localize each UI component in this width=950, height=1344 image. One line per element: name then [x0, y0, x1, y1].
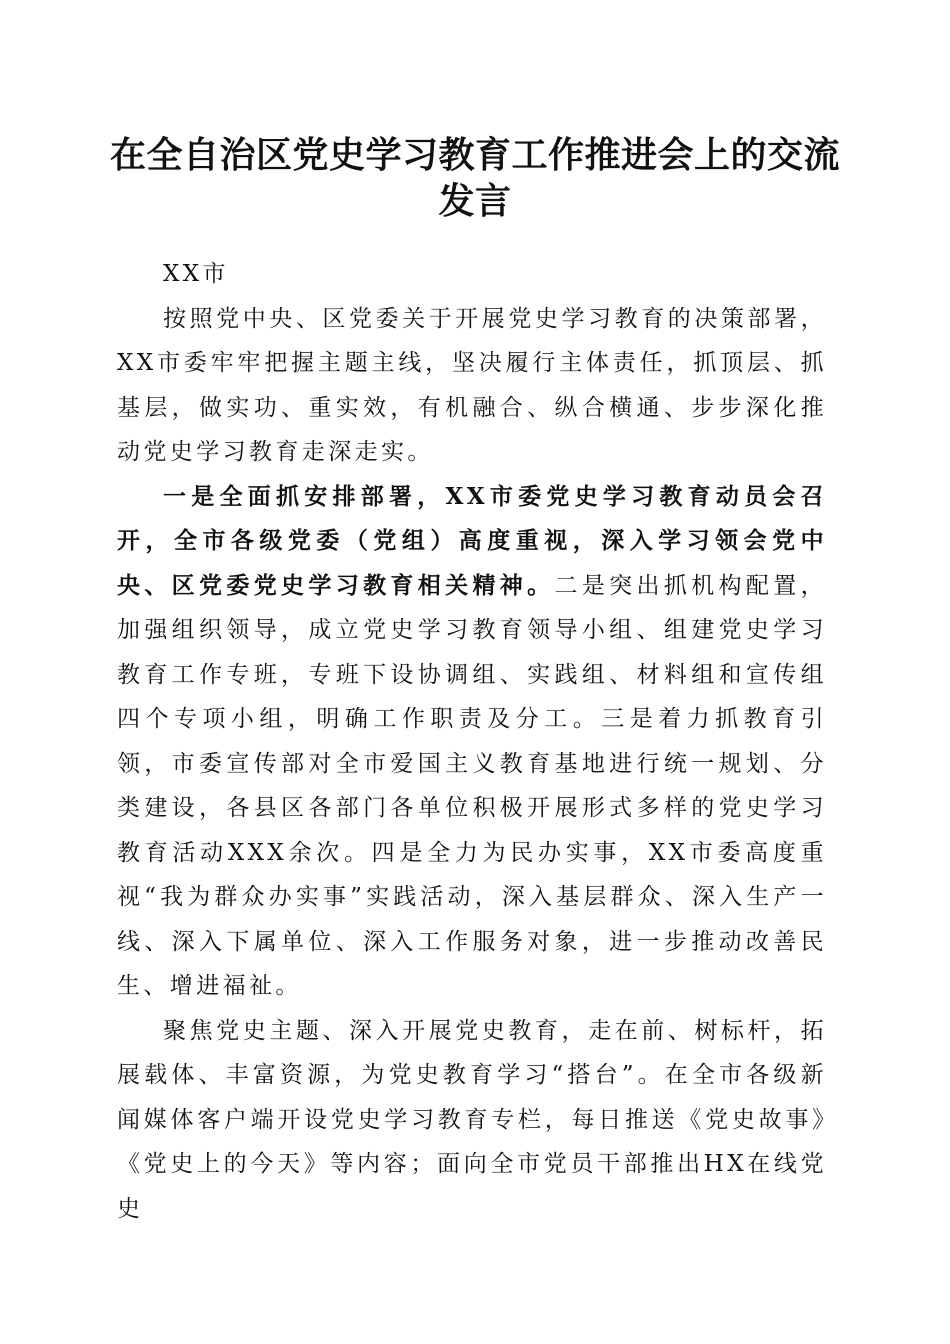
- author-line: XX市: [163, 261, 229, 287]
- document-title: 在全自治区党史学习教育工作推进会上的交流发言: [109, 134, 840, 222]
- paragraph-measures-lead: 一是全面抓安排部署，XX市委党史学习教育动员会召开，全市各级党委（党组）高度重视，深入学习领会党中央、区党委党史学习教育相关精神。: [117, 482, 827, 599]
- document-body: [117, 252, 827, 1231]
- paragraph-measures: [117, 475, 827, 1009]
- paragraph-intro: 按照党中央、区党委关于开展党史学习教育的决策部署，XX市委牢牢把握主题主线，坚决履行主体责任，抓顶层、抓基层，做实功、重实效，有机融合、纵合横通、步步深化推动党史学习教育走深走实。: [117, 305, 827, 465]
- paragraph-measures-rest: 二是突出抓机构配置，加强组织领导，成立党史学习教育领导小组、组建党史学习教育工作专班，专班下设协调组、实践组、材料组和宣传组四个专项小组，明确工作职责及分工。三是着力抓教育引领，市委宣传部对全市爱国主义教育基地进行统一规划、分类建设，各县区各部门各单位积极开展形式多样的党史学习教育活动XXX余次。四是全力为民办实事，XX市委高度重视“我为群众办实事”实践活动，深入基层群众、深入生产一线、深入下属单位、深入工作服务对象，进一步推动改善民生、增进福祉。: [117, 572, 827, 999]
- paragraph-focus: 聚焦党史主题、深入开展党史教育，走在前、树标杆，拓展载体、丰富资源，为党史教育学习“搭台”。在全市各级新闻媒体客户端开设党史学习教育专栏，每日推送《党史故事》《党史上的今天》等内容；面向全市党员干部推出HX在线党史: [117, 1017, 827, 1222]
